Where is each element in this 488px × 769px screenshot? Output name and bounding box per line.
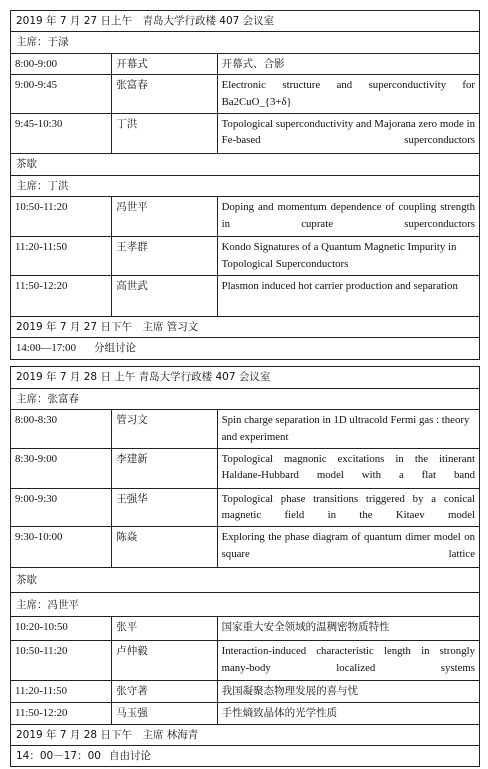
talk-time: 11:50-12:20	[11, 276, 112, 317]
talk-time: 11:20-11:50	[11, 237, 112, 276]
talk-speaker: 张富春	[112, 75, 217, 113]
talk-time: 11:20-11:50	[11, 681, 112, 703]
group-discussion-label: 分组讨论	[93, 342, 136, 355]
talk-topic: Doping and momentum dependence of coupling strength in cuprate superconductors	[217, 197, 479, 237]
day2-chair2: 主席：冯世平	[11, 593, 480, 617]
talk-topic: Spin charge separation in 1D ultracold Fermi gas : theory and experiment	[217, 410, 479, 448]
talk-time: 9:45-10:30	[11, 113, 112, 153]
talk-topic: Exploring the phase diagram of quantum dimer model on square lattice	[217, 527, 479, 568]
talk-topic: Topological magnonic excitations in the itinerant Haldane-Hubbard model with a flat band	[217, 448, 479, 488]
day2-afternoon: 2019 年 7 月 28 日下午 主席 林海青	[11, 724, 480, 745]
talk-speaker: 高世武	[112, 276, 217, 317]
talk-time: 10:50-11:20	[11, 197, 112, 237]
talk-speaker: 丁洪	[112, 113, 217, 153]
talk-time: 8:30-9:00	[11, 448, 112, 488]
table-row	[11, 197, 480, 237]
day2-title: 2019 年 7 月 28 日 上午 青岛大学行政楼 407 会议室	[11, 367, 480, 389]
talk-topic: 手性熵致晶体的光学性质	[217, 702, 479, 724]
talk-topic: Topological phase transitions triggered by a conical magnetic field in the Kitaev model	[217, 488, 479, 526]
talk-topic: Interaction-induced characteristic length in strongly many-body localized systems	[217, 641, 479, 681]
table-row	[11, 617, 480, 641]
talk-topic: Kondo Signatures of a Quantum Magnetic Impurity in Topological Superconductors	[217, 237, 479, 276]
talk-speaker: 张平	[112, 617, 217, 641]
talk-speaker: 冯世平	[112, 197, 217, 237]
table-row	[11, 75, 480, 113]
table-row	[11, 527, 480, 568]
talk-time: 9:00-9:30	[11, 488, 112, 526]
table-row	[11, 641, 480, 681]
talk-topic: 国家重大安全领域的温稠密物质特性	[217, 617, 479, 641]
table-row	[11, 410, 480, 448]
day1-schedule-table	[10, 10, 480, 360]
talk-topic: Electronic structure and superconductivity for Ba2CuO_{3+δ}	[217, 75, 479, 113]
talk-time: 8:00-8:30	[11, 410, 112, 448]
table-row	[11, 113, 480, 153]
talk-speaker: 马玉强	[112, 702, 217, 724]
talk-speaker: 王孝群	[112, 237, 217, 276]
table-row	[11, 237, 480, 276]
day1-afternoon: 2019 年 7 月 27 日下午 主席 管习文	[11, 317, 480, 338]
day1-chair1: 主席：于渌	[11, 32, 480, 53]
free-discussion-time: 14：00－17：00	[16, 749, 101, 762]
talk-topic: Topological superconductivity and Majorana zero mode in Fe-based superconductors	[217, 113, 479, 153]
talk-topic: 开幕式、合影	[217, 53, 479, 75]
talk-speaker: 张守著	[112, 681, 217, 703]
day1-title: 2019 年 7 月 27 日上午 青岛大学行政楼 407 会议室	[11, 11, 480, 32]
table-row	[11, 448, 480, 488]
day1-chair2: 主席：丁洪	[11, 175, 480, 196]
talk-speaker: 李建新	[112, 448, 217, 488]
talk-speaker: 管习文	[112, 410, 217, 448]
talk-topic: Plasmon induced hot carrier production and separation	[217, 276, 479, 317]
table-row	[11, 53, 480, 75]
talk-time: 8:00-9:00	[11, 53, 112, 75]
talk-time: 9:00-9:45	[11, 75, 112, 113]
talk-topic: 我国凝聚态物理发展的喜与忧	[217, 681, 479, 703]
day2-chair1: 主席：张富春	[11, 389, 480, 410]
day2-free-discussion	[11, 745, 480, 766]
table-row	[11, 276, 480, 317]
talk-time: 9:30-10:00	[11, 527, 112, 568]
talk-speaker: 卢仲毅	[112, 641, 217, 681]
table-row	[11, 681, 480, 703]
talk-speaker: 开幕式	[112, 53, 217, 75]
table-row	[11, 702, 480, 724]
group-discussion-time: 14:00—17:00	[16, 342, 76, 355]
day1-group-discussion	[11, 338, 480, 360]
talk-time: 10:50-11:20	[11, 641, 112, 681]
table-row	[11, 488, 480, 526]
free-discussion-label: 自由讨论	[108, 749, 151, 762]
talk-time: 10:20-10:50	[11, 617, 112, 641]
talk-speaker: 王强华	[112, 488, 217, 526]
day2-tea-break: 茶歇	[11, 568, 480, 593]
day2-schedule-table	[10, 366, 480, 767]
talk-time: 11:50-12:20	[11, 702, 112, 724]
day1-tea-break: 茶歇	[11, 153, 480, 175]
talk-speaker: 陈焱	[112, 527, 217, 568]
